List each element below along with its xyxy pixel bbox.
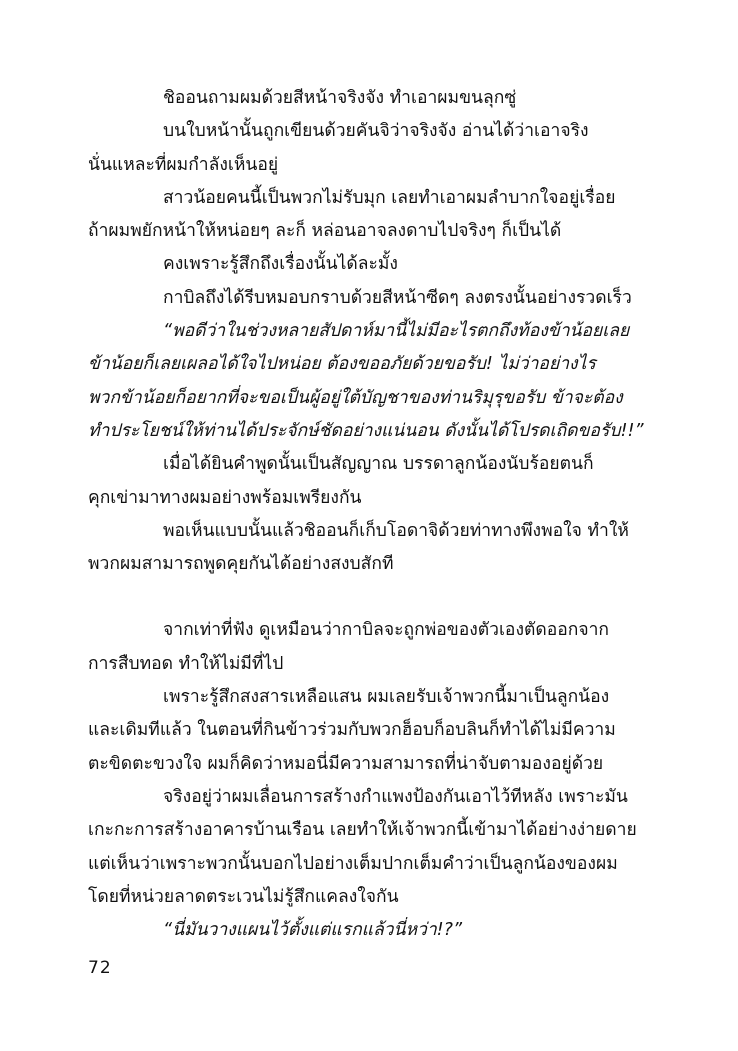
paragraph — [88, 248, 653, 281]
text-line: พอเห็นแบบนั้นแล้วชิออนก็เก็บโอดาจิด้วยท่าทางพึงพอใจ ทำให้ — [163, 520, 629, 541]
paragraph — [88, 182, 653, 249]
dialogue-paragraph — [88, 914, 653, 947]
paragraph — [88, 614, 653, 681]
text-line: จากเท่าที่ฟัง ดูเหมือนว่ากาบิลจะถูกพ่อของตัวเองตัดออกจาก — [163, 620, 610, 641]
text-line: เกะกะการสร้างอาคารบ้านเรือน เลยทำให้เจ้าพวกนี้เข้ามาได้อย่างง่ายดาย — [88, 820, 637, 841]
text-line: ชิออนถามผมด้วยสีหน้าจริงจัง ทำเอาผมขนลุกซู่ — [163, 88, 517, 108]
text-line: ตะขิดตะขวงใจ ผมก็คิดว่าหมอนี่มีความสามารถที่น่าจับตามองอยู่ด้วย — [88, 753, 604, 774]
text-line: กาบิลถึงได้รีบหมอบกราบด้วยสีหน้าซีดๆ ลงตรงนั้นอย่างรวดเร็ว — [163, 287, 632, 308]
text-line: คงเพราะรู้สึกถึงเรื่องนั้นได้ละมั้ง — [163, 254, 398, 275]
text-line: ทำประโยชน์ให้ท่านได้ประจักษ์ชัดอย่างแน่นอน ดังนั้นได้โปรดเถิดขอรับ!!” — [88, 420, 644, 441]
paragraph — [88, 515, 653, 582]
text-line: เพราะรู้สึกสงสารเหลือแสน ผมเลยรับเจ้าพวกนี้มาเป็นลูกน้อง — [163, 687, 610, 708]
paragraph — [88, 448, 653, 515]
text-line: สาวน้อยคนนี้เป็นพวกไม่รับมุก เลยทำเอาผมลำบากใจอยู่เรื่อย — [163, 187, 616, 208]
paragraph — [88, 681, 653, 781]
page-number: 72 — [88, 958, 112, 978]
text-line: และเดิมทีแล้ว ในตอนที่กินข้าวร่วมกับพวกฮ็อบก็อบลินก็ทำได้ไม่มีความ — [88, 720, 616, 741]
text-line: คุกเข่ามาทางผมอย่างพร้อมเพรียงกัน — [88, 487, 362, 508]
paragraph — [88, 781, 653, 914]
text-line: “นี่มันวางแผนไว้ตั้งแต่แรกแล้วนี่หว่า!?” — [163, 920, 463, 941]
text-line: นั่นแหละที่ผมกำลังเห็นอยู่ — [88, 154, 279, 175]
text-line: การสืบทอด ทำให้ไม่มีที่ไป — [88, 653, 284, 674]
text-line: เมื่อได้ยินคำพูดนั้นเป็นสัญญาณ บรรดาลูกน้องนับร้อยตนก็ — [163, 454, 594, 475]
dialogue-paragraph — [88, 315, 653, 448]
paragraph — [88, 115, 653, 182]
text-line: ข้าน้อยก็เลยเผลอได้ใจไปหน่อย ต้องขออภัยด้วยขอรับ! ไม่ว่าอย่างไร — [88, 354, 596, 375]
text-line: “พอดีว่าในช่วงหลายสัปดาห์มานี้ไม่มีอะไรตกถึงท้องข้าน้อยเลย — [163, 321, 630, 342]
text-line: บนใบหน้านั้นถูกเขียนด้วยคันจิว่าจริงจัง อ่านได้ว่าเอาจริง — [163, 121, 589, 142]
paragraph — [88, 282, 653, 315]
text-line: แต่เห็นว่าเพราะพวกนั้นบอกไปอย่างเต็มปากเต็มคำว่าเป็นลูกน้องของผม — [88, 853, 618, 874]
text-line: พวกผมสามารถพูดคุยกันได้อย่างสงบสักที — [88, 554, 394, 575]
paragraph — [88, 82, 653, 115]
text-line: พวกข้าน้อยก็อยากที่จะขอเป็นผู้อยู่ใต้บัญชาของท่านริมุรุขอรับ ข้าจะต้อง — [88, 387, 623, 408]
section-break — [88, 581, 653, 614]
text-line: ถ้าผมพยักหน้าให้หน่อยๆ ละก็ หล่อนอาจลงดาบไปจริงๆ ก็เป็นได้ — [88, 221, 562, 242]
text-line: โดยที่หน่วยลาดตระเวนไม่รู้สึกแคลงใจกัน — [88, 886, 399, 907]
page-body — [88, 82, 653, 947]
text-line: จริงอยู่ว่าผมเลื่อนการสร้างกำแพงป้องกันเอาไว้ทีหลัง เพราะมัน — [163, 786, 628, 807]
